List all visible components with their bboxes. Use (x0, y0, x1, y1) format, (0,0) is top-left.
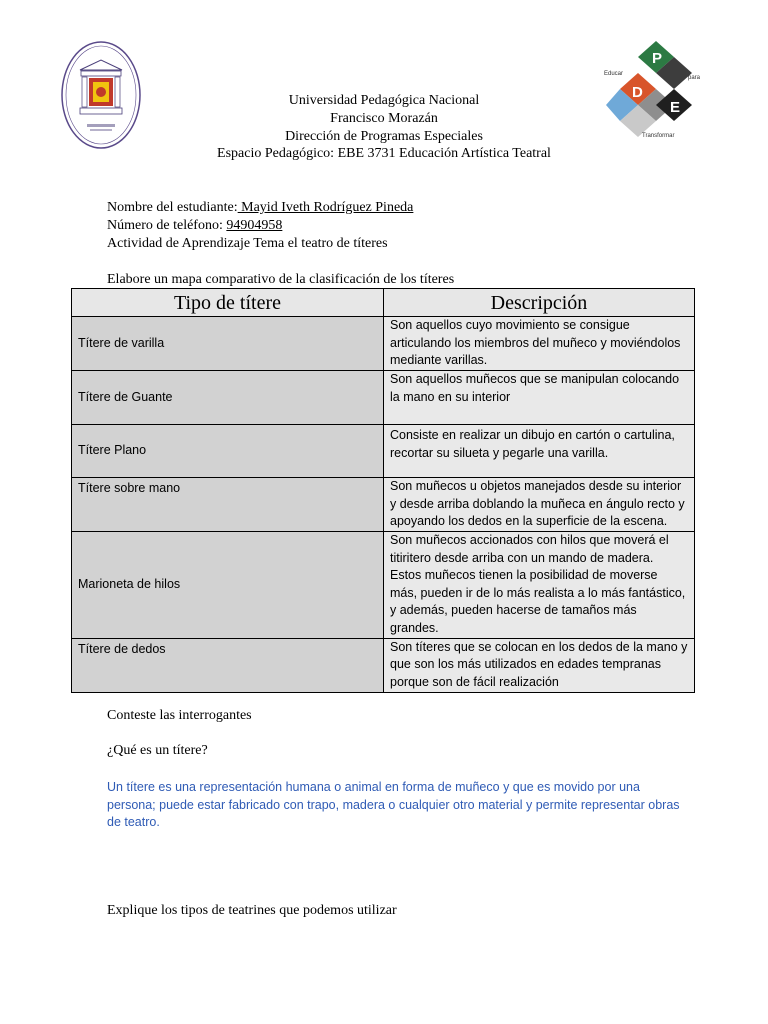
table-row (72, 532, 695, 639)
student-name-value: Mayid Iveth Rodríguez Pineda (237, 200, 414, 215)
table-cell-description: Son muñecos u objetos manejados desde su interior y desde arriba doblando la muñeca en ángulo recto y apoyando los dedos en la superficie de la escena. (384, 478, 695, 532)
table-cell-description: Son muñecos accionados con hilos que moverá el titiritero desde arriba con un mando de madera. Estos muñecos tienen la posibilidad de moverse más, pueden ir de lo más realista a lo más fantástico, y además, pueden hacerse de tamaños más grandes. (384, 532, 695, 639)
phone-value: 94904958 (226, 218, 283, 233)
svg-text:E: E (670, 99, 681, 116)
table-cell-description: Son aquellos cuyo movimiento se consigue articulando los miembros del muñeco y moviéndolos mediante varillas. (384, 317, 695, 371)
table-header-description: Descripción (384, 289, 695, 317)
department-name: Dirección de Programas Especiales (285, 128, 483, 144)
svg-text:Transformar: Transformar (642, 133, 675, 139)
questions-intro: Conteste las interrogantes (107, 708, 252, 723)
student-name-line (107, 199, 413, 217)
table-row (72, 478, 695, 532)
comparison-table (71, 288, 695, 693)
svg-text:para: para (688, 75, 701, 81)
activity-line: Actividad de Aprendizaje Tema el teatro de títeres (107, 236, 388, 251)
phone-line (107, 217, 413, 235)
answer-1: Un títere es una representación humana o animal en forma de muñeco y que es movido por una persona; puede estar fabricado con trapo, madera o cualquier otro material y permite representar obras de teatro. (107, 780, 680, 829)
university-name-line2: Francisco Morazán (330, 110, 438, 126)
table-cell-description: Son títeres que se colocan en los dedos de la mano y que son los más utilizados en edades tempranas porque son de fácil realización (384, 638, 695, 692)
instruction-text: Elabore un mapa comparativo de la clasificación de los títeres (107, 272, 455, 287)
phone-label: Número de teléfono: (107, 218, 227, 233)
table-cell-type: Títere sobre mano (72, 478, 384, 532)
svg-text:D: D (632, 84, 643, 101)
student-name-label: Nombre del estudiante: (107, 200, 238, 215)
table-cell-type: Marioneta de hilos (72, 532, 384, 639)
svg-text:P: P (652, 50, 663, 67)
svg-text:Educar: Educar (604, 71, 624, 77)
table-cell-type: Títere de varilla (72, 317, 384, 371)
table-header-type: Tipo de títere (72, 289, 384, 317)
table-cell-description: Consiste en realizar un dibujo en cartón o cartulina, recortar su silueta y pegarle una varilla. (384, 425, 695, 478)
table-cell-type: Títere de Guante (72, 371, 384, 425)
table-row (72, 317, 695, 371)
table-header-row (72, 289, 695, 317)
table-cell-type: Títere Plano (72, 425, 384, 478)
student-info (107, 199, 413, 253)
table-row (72, 371, 695, 425)
document-header (0, 92, 768, 163)
table-row (72, 425, 695, 478)
table-row (72, 638, 695, 692)
table-cell-description: Son aquellos muñecos que se manipulan colocando la mano en su interior (384, 371, 695, 425)
table-cell-type: Títere de dedos (72, 638, 384, 692)
question-2: Explique los tipos de teatrines que podemos utilizar (107, 903, 397, 918)
course-name: Espacio Pedagógico: EBE 3731 Educación Artística Teatral (217, 146, 551, 162)
question-1: ¿Qué es un títere? (107, 743, 208, 758)
university-name: Universidad Pedagógica Nacional (288, 93, 480, 108)
